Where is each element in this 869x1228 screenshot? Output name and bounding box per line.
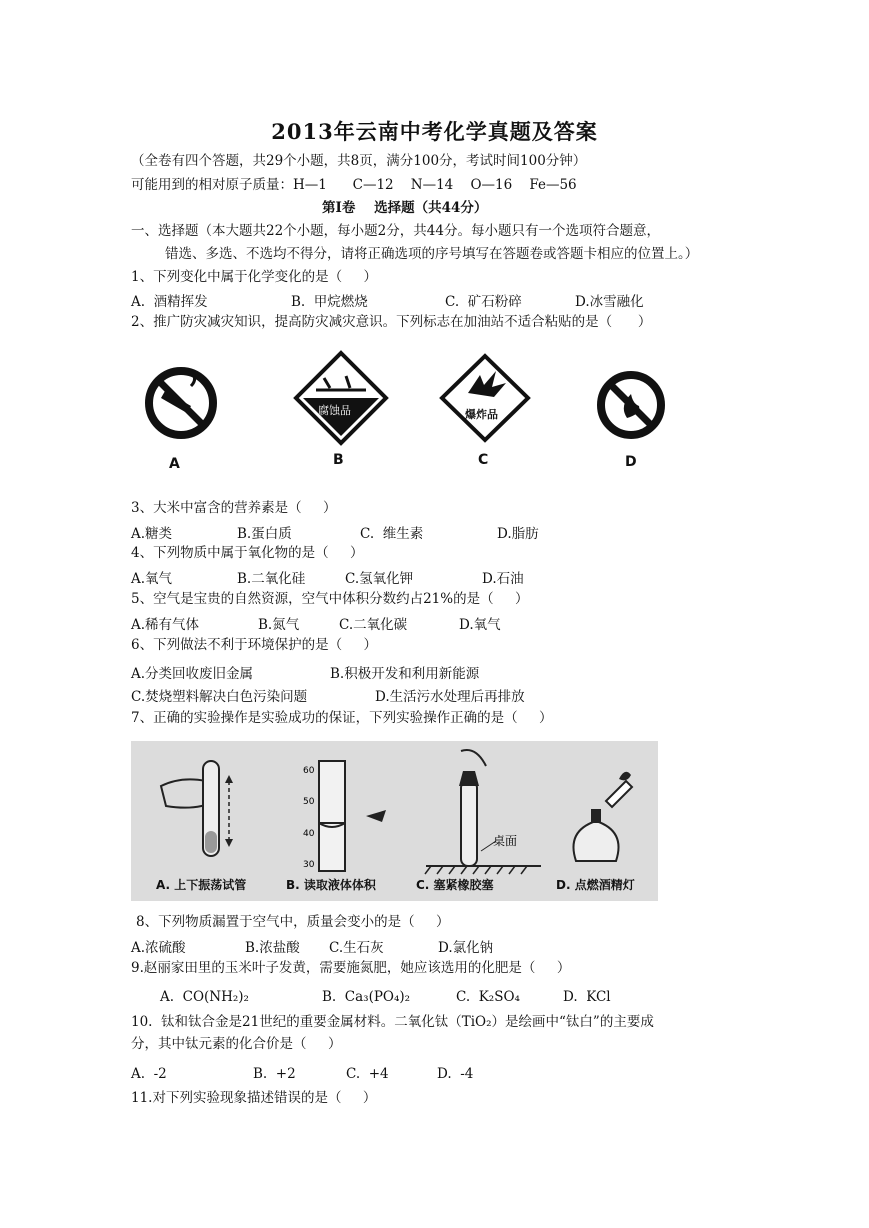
question-7: 7、正确的实验操作是实验成功的保证，下列实验操作正确的是（ ） bbox=[131, 710, 553, 726]
q9-option-c: C. K₂SO₄ bbox=[456, 989, 520, 1005]
q4-option-a: A.氧气 bbox=[131, 571, 173, 587]
question-4: 4、下列物质中属于氧化物的是（ ） bbox=[131, 545, 364, 561]
question-6: 6、下列做法不利于环境保护的是（ ） bbox=[131, 637, 378, 653]
atomic-mass-line: 可能用到的相对原子质量：H—1 C—12 N—14 O—16 Fe—56 bbox=[131, 177, 577, 193]
question-5: 5、空气是宝贵的自然资源，空气中体积分数约占21%的是（ ） bbox=[131, 591, 529, 607]
q6-option-d: D.生活污水处理后再排放 bbox=[375, 689, 525, 705]
q10-option-a: A. -2 bbox=[131, 1066, 167, 1082]
q1-option-c: C. 矿石粉碎 bbox=[445, 294, 522, 310]
question-1: 1、下列变化中属于化学变化的是（ ） bbox=[131, 269, 378, 285]
q5-option-a: A.稀有气体 bbox=[131, 617, 200, 633]
q3-option-a: A.糖类 bbox=[131, 526, 173, 542]
q10-option-b: B. +2 bbox=[253, 1066, 296, 1082]
q3-option-c: C. 维生素 bbox=[360, 526, 424, 542]
corrosive-sign-icon bbox=[286, 348, 396, 468]
q5-option-c: C.二氧化碳 bbox=[339, 617, 408, 633]
tick-60: 60 bbox=[303, 766, 315, 776]
fig-b-caption: B. 读取液体体积 bbox=[286, 878, 376, 892]
q3-option-b: B.蛋白质 bbox=[237, 526, 292, 542]
q8-option-b: B.浓盐酸 bbox=[245, 940, 300, 956]
q8-option-a: A.浓硫酸 bbox=[131, 940, 186, 956]
q3-option-d: D.脂肪 bbox=[497, 526, 539, 542]
q9-option-b: B. Ca₃(PO₄)₂ bbox=[322, 989, 411, 1005]
no-smoking-sign-icon bbox=[139, 358, 219, 473]
q9-option-a: A. CO(NH₂)₂ bbox=[160, 989, 249, 1005]
question-10-line-2: 分，其中钛元素的化合价是（ ） bbox=[131, 1036, 342, 1052]
q2-signs-figure bbox=[131, 348, 691, 478]
q5-option-b: B.氮气 bbox=[258, 617, 300, 633]
q7-experiment-figure bbox=[131, 741, 658, 901]
tick-40: 40 bbox=[303, 829, 315, 839]
q4-option-b: B.二氧化硅 bbox=[237, 571, 306, 587]
page-title: 2013年云南中考化学真题及答案 bbox=[271, 119, 598, 144]
question-8: 8、下列物质漏置于空气中，质量会变小的是（ ） bbox=[136, 914, 450, 930]
tick-30: 30 bbox=[303, 860, 315, 870]
q6-option-b: B.积极开发和利用新能源 bbox=[330, 666, 480, 682]
q4-option-c: C.氢氧化钾 bbox=[345, 571, 414, 587]
question-3: 3、大米中富含的营养素是（ ） bbox=[131, 500, 337, 516]
part1-instruction-1: 一、选择题（本大题共22个小题，每小题2分，共44分。每小题只有一个选项符合题意， bbox=[131, 223, 660, 239]
question-11: 11.对下列实验现象描述错误的是（ ） bbox=[131, 1090, 377, 1106]
q9-option-d: D. KCl bbox=[563, 989, 611, 1005]
q1-option-a: A. 酒精挥发 bbox=[131, 294, 208, 310]
q5-option-d: D.氧气 bbox=[459, 617, 501, 633]
question-9: 9.赵丽家田里的玉米叶子发黄，需要施氮肥，她应该选用的化肥是（ ） bbox=[131, 960, 571, 976]
sign-c-label: C bbox=[478, 452, 489, 468]
question-10-line-1: 10. 钛和钛合金是21世纪的重要金属材料。二氧化钛（TiO₂）是绘画中“钛白”的主要成 bbox=[131, 1014, 654, 1030]
explosive-sign-icon bbox=[428, 348, 543, 468]
part1-instruction-2: 错选、多选、不选均不得分，请将正确选项的序号填写在答题卷或答题卡相应的位置上。） bbox=[165, 246, 699, 262]
q8-option-d: D.氯化钠 bbox=[438, 940, 494, 956]
sign-b-label: B bbox=[333, 452, 344, 468]
fig-a-caption: A. 上下振荡试管 bbox=[156, 878, 247, 892]
tick-50: 50 bbox=[303, 797, 315, 807]
no-fire-sign-icon bbox=[591, 363, 671, 473]
q4-option-d: D.石油 bbox=[482, 571, 524, 587]
q10-option-c: C. +4 bbox=[346, 1066, 389, 1082]
sign-d-label: D bbox=[625, 454, 637, 470]
question-2: 2、推广防灾减灾知识，提高防灾减灾意识。下列标志在加油站不适合粘贴的是（ ） bbox=[131, 314, 652, 330]
sign-c-text: 爆炸品 bbox=[465, 408, 498, 421]
fig-c-caption: C. 塞紧橡胶塞 bbox=[416, 878, 494, 892]
section-title: 第Ⅰ卷 选择题（共44分） bbox=[322, 200, 488, 216]
q1-option-d: D.冰雪融化 bbox=[575, 294, 644, 310]
q6-option-a: A.分类回收废旧金属 bbox=[131, 666, 254, 682]
sign-b-text: 腐蚀品 bbox=[318, 404, 351, 417]
fig-d-caption: D. 点燃酒精灯 bbox=[556, 878, 635, 892]
sign-a-label: A bbox=[169, 456, 180, 472]
desk-label: 桌面 bbox=[493, 834, 518, 848]
q6-option-c: C.焚烧塑料解决白色污染问题 bbox=[131, 689, 308, 705]
exam-intro: （全卷有四个答题，共29个小题，共8页，满分100分，考试时间100分钟） bbox=[131, 153, 587, 169]
q10-option-d: D. -4 bbox=[437, 1066, 474, 1082]
q1-option-b: B. 甲烷燃烧 bbox=[291, 294, 368, 310]
q8-option-c: C.生石灰 bbox=[329, 940, 384, 956]
